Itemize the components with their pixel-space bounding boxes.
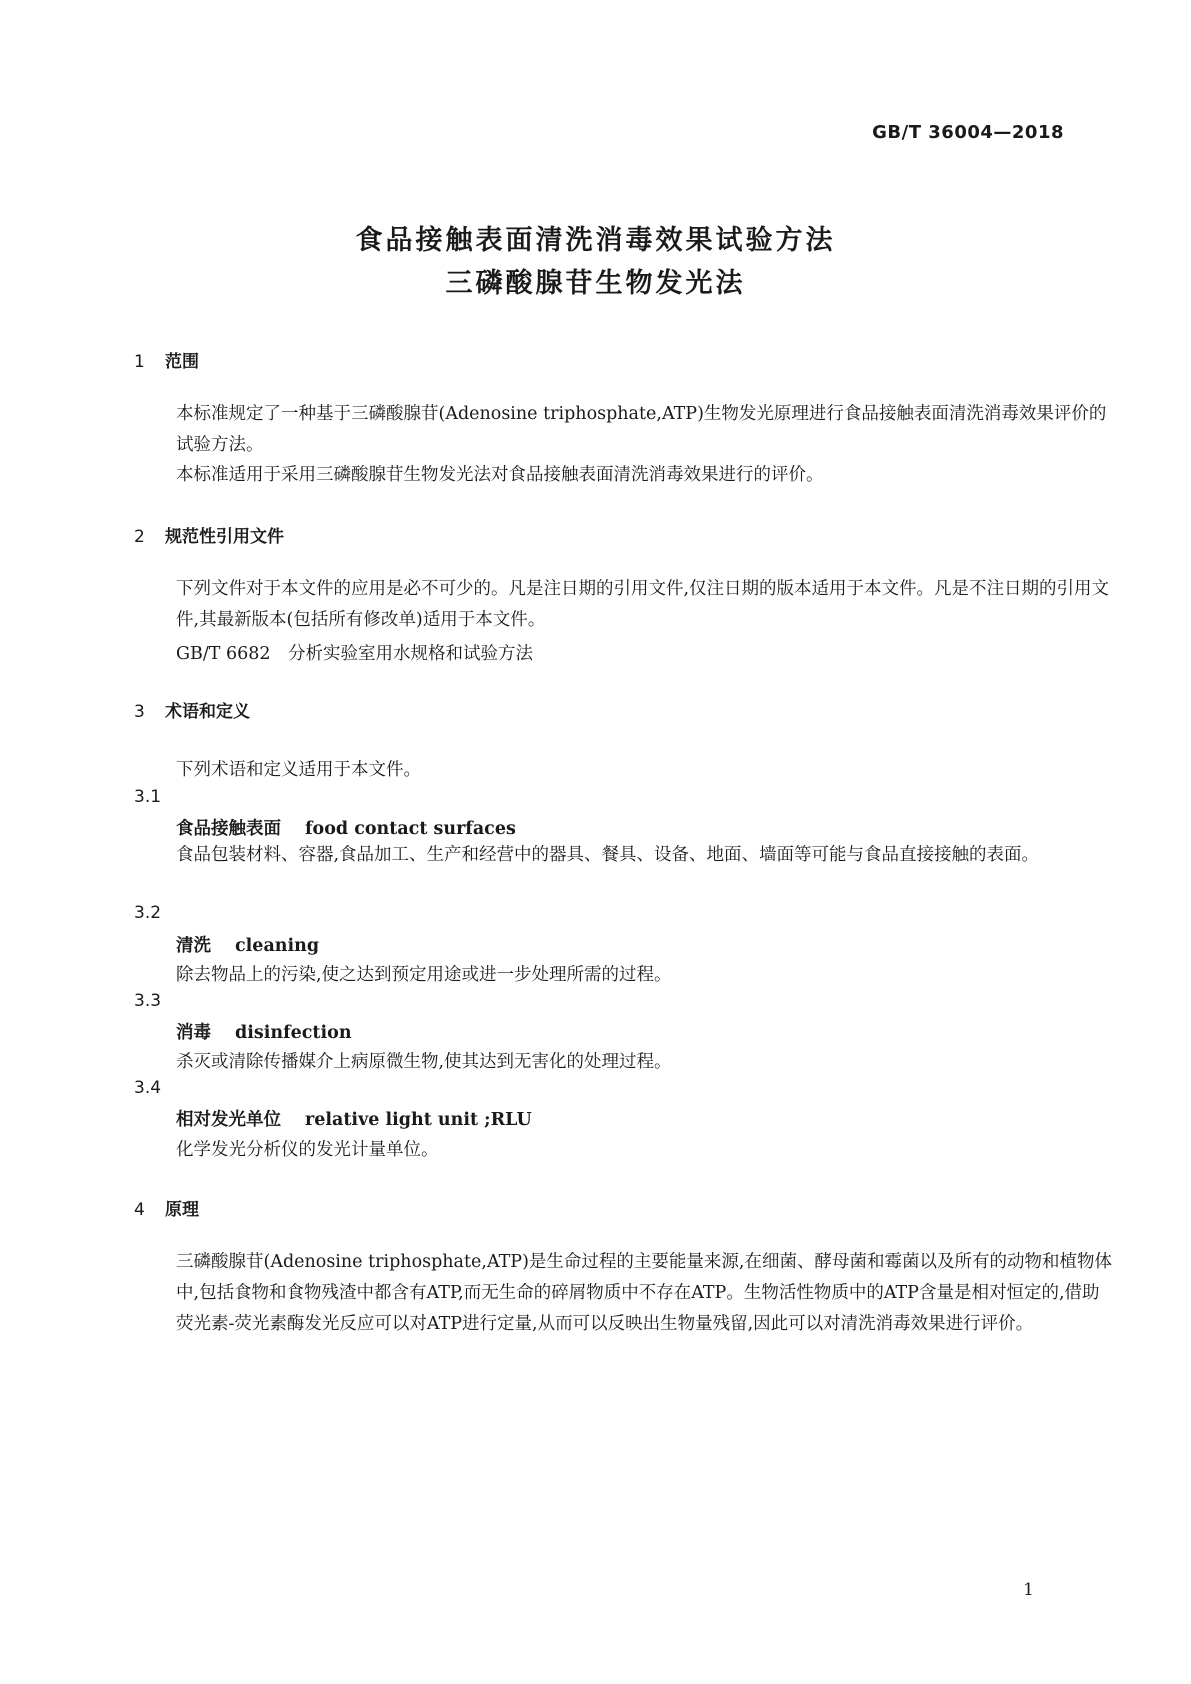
- section-title: 术语和定义: [165, 702, 250, 722]
- term-english: cleaning: [235, 936, 320, 956]
- term-heading: [176, 1019, 352, 1044]
- document-subtitle: 三磷酸腺苷生物发光法: [445, 268, 746, 299]
- section-4-heading: [134, 1195, 199, 1220]
- term-number: 3.1: [134, 787, 162, 807]
- terms-intro: 下列术语和定义适用于本文件。: [176, 760, 421, 780]
- section-1-heading: [134, 347, 199, 372]
- term-definition: 化学发光分析仪的发光计量单位。: [176, 1140, 439, 1160]
- reference-item: GB/T 6682 分析实验室用水规格和试验方法: [176, 644, 534, 664]
- term-chinese: 消毒: [176, 1023, 211, 1043]
- section-title: 原理: [165, 1200, 199, 1220]
- term-number: 3.3: [134, 991, 162, 1011]
- term-chinese: 清洗: [176, 936, 211, 956]
- section-number: 1: [134, 352, 145, 372]
- term-english: disinfection: [235, 1023, 352, 1043]
- term-chinese: 相对发光单位: [176, 1110, 281, 1130]
- term-heading: [176, 932, 319, 957]
- term-number: 3.2: [134, 903, 162, 923]
- term-english: relative light unit ;RLU: [305, 1110, 532, 1130]
- term-definition: 食品包装材料、容器,食品加工、生产和经营中的器具、餐具、设备、地面、墙面等可能与食品直接接触的表面。: [176, 845, 1040, 865]
- section-2-heading: [134, 522, 284, 547]
- page-number: 1: [1023, 1580, 1034, 1600]
- term-heading: [176, 1106, 532, 1131]
- section-3-heading: [134, 697, 250, 722]
- section-number: 4: [134, 1200, 145, 1220]
- section-title: 规范性引用文件: [165, 527, 284, 547]
- term-definition: 除去物品上的污染,使之达到预定用途或进一步处理所需的过程。: [176, 965, 672, 985]
- term-chinese: 食品接触表面: [176, 819, 281, 839]
- scope-paragraph-1: 本标准规定了一种基于三磷酸腺苷(Adenosine triphosphate,ATP)生物发光原理进行食品接触表面清洗消毒效果评价的试验方法。: [176, 404, 1107, 455]
- normative-references-paragraph: 下列文件对于本文件的应用是必不可少的。凡是注日期的引用文件,仅注日期的版本适用于本文件。凡是不注日期的引用文件,其最新版本(包括所有修改单)适用于本文件。: [176, 579, 1110, 630]
- term-definition: 杀灭或清除传播媒介上病原微生物,使其达到无害化的处理过程。: [176, 1052, 672, 1072]
- term-number: 3.4: [134, 1078, 162, 1098]
- section-title: 范围: [165, 352, 199, 372]
- document-title: 食品接触表面清洗消毒效果试验方法: [355, 225, 836, 256]
- term-english: food contact surfaces: [305, 819, 516, 839]
- scope-paragraph-2: 本标准适用于采用三磷酸腺苷生物发光法对食品接触表面清洗消毒效果进行的评价。: [176, 465, 824, 485]
- standard-number: GB/T 36004—2018: [872, 122, 1064, 143]
- principle-paragraph: 三磷酸腺苷(Adenosine triphosphate,ATP)是生命过程的主要能量来源,在细菌、酵母菌和霉菌以及所有的动物和植物体中,包括食物和食物残渣中都含有ATP,而无生命的碎屑物质中不存在ATP。生物活性物质中的ATP含量是相对恒定的,借助荧光素-荧光素酶发光反应可以对ATP进行定量,从而可以反映出生物量残留,因此可以对清洗消毒效果进行评价。: [176, 1252, 1112, 1334]
- section-number: 3: [134, 702, 145, 722]
- section-number: 2: [134, 527, 145, 547]
- term-heading: [176, 815, 516, 840]
